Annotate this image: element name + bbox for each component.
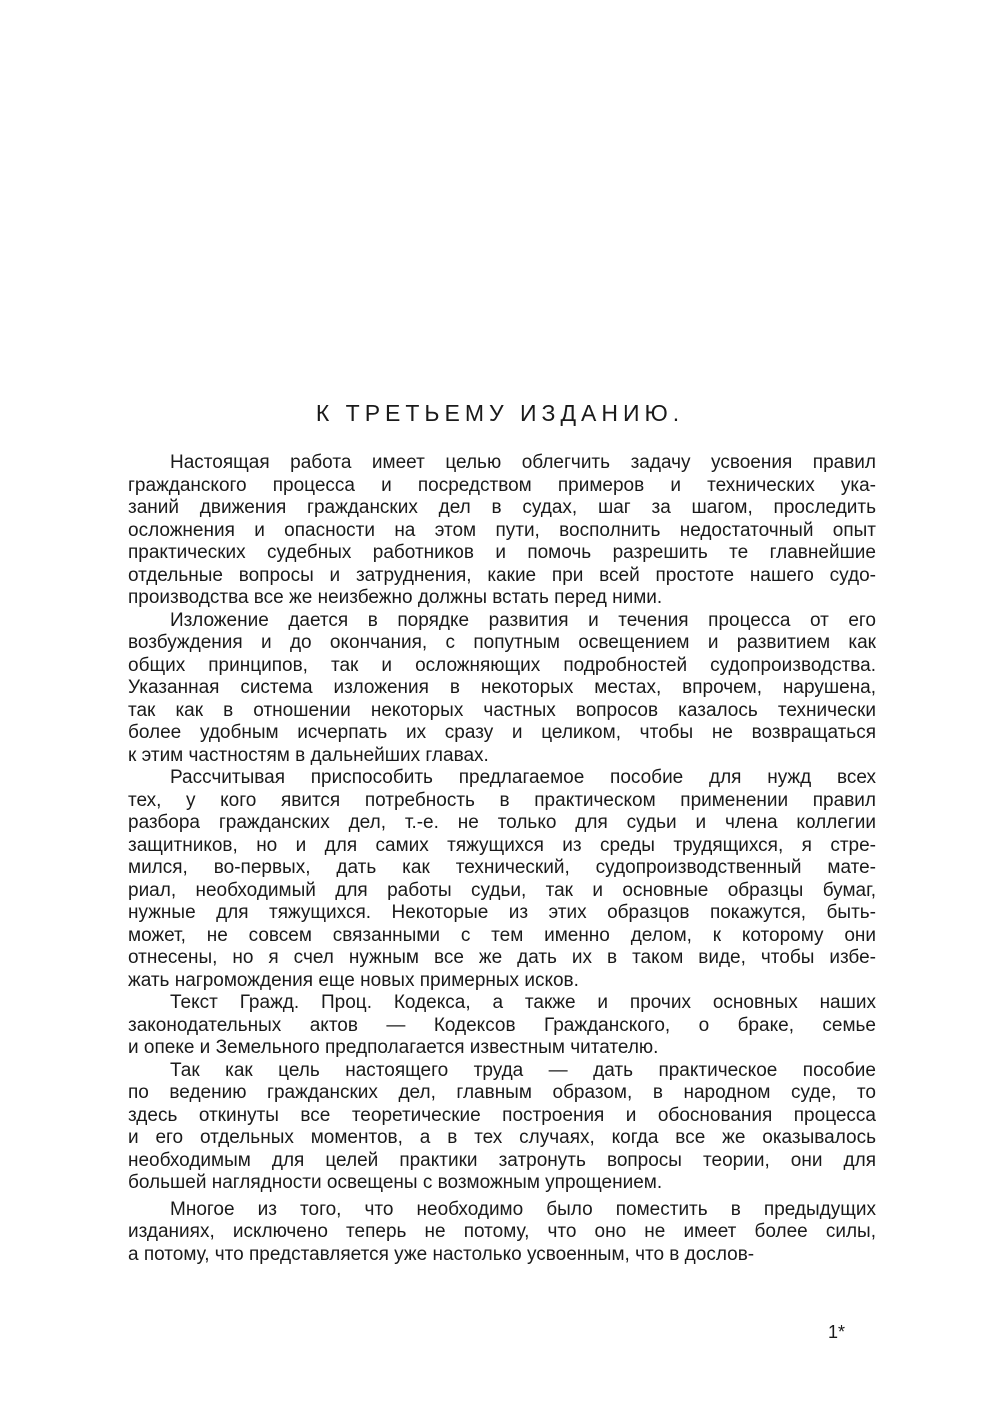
- text-line: законодательных актов — Кодексов Гражданского, о браке, семье: [128, 1014, 876, 1036]
- text-line: к этим частностям в дальнейших главах.: [128, 744, 489, 766]
- page-heading: К ТРЕТЬЕМУ ИЗДАНИЮ.: [315, 400, 685, 426]
- text-line: изданиях, исключено теперь не потому, что оно не имеет более силы,: [128, 1221, 876, 1242]
- text-line: Рассчитывая приспособить предлагаемое пособие для нужд всех: [170, 767, 876, 788]
- paragraph: [128, 992, 876, 1060]
- paragraph: [128, 452, 876, 610]
- text-line: защитников, но и для самих тяжущихся из среды трудящихся, я стре-: [128, 834, 876, 856]
- text-line: риал, необходимый для работы судьи, так и основные образцы бумаг,: [128, 879, 876, 901]
- text-line: а потому, что представляется уже настолько усвоенным, что в дослов-: [128, 1243, 755, 1265]
- text-line: большей наглядности освещены с возможным упрощением.: [128, 1172, 663, 1193]
- text-line: гражданского процесса и посредством примеров и технических ука-: [128, 474, 876, 496]
- text-line: Так как цель настоящего труда — дать практическое пособие: [170, 1059, 876, 1081]
- text-line: разбора гражданских дел, т.-е. не только для судьи и члена коллегии: [128, 812, 876, 833]
- text-line: жать нагромождения еще новых примерных исков.: [128, 969, 579, 991]
- text-line: и его отдельных моментов, а в тех случаях, когда все же оказывалось: [128, 1127, 876, 1148]
- body-text: [128, 452, 876, 1266]
- text-line: осложнения и опасности на этом пути, восполнить недостаточный опыт: [128, 519, 876, 541]
- text-line: Изложение дается в порядке развития и течения процесса от его: [170, 609, 876, 631]
- text-line: Многое из того, что необходимо было поместить в предыдущих: [170, 1198, 876, 1220]
- text-line: может, не совсем связанными с тем именно делом, к которому они: [128, 924, 876, 946]
- text-line: заний движения гражданских дел в судах, шаг за шагом, проследить: [128, 497, 876, 518]
- text-line: здесь откинуты все теоретические построения и обоснования процесса: [128, 1104, 876, 1126]
- text-line: и опеке и Земельного предполагается известным читателю.: [128, 1037, 659, 1058]
- text-line: Текст Гражд. Проц. Кодекса, а также и прочих основных наших: [170, 992, 876, 1013]
- text-line: общих принципов, так и осложняющих подробностей судопроизводства.: [128, 654, 876, 676]
- paragraph: [128, 1060, 876, 1195]
- text-line: отнесены, но я счел нужным все же дать их в таком виде, чтобы избе-: [128, 947, 876, 968]
- text-line: необходимым для целей практики затронуть вопросы теории, они для: [128, 1149, 876, 1171]
- text-line: нужные для тяжущихся. Некоторые из этих образцов покажутся, быть-: [128, 902, 876, 923]
- text-line: производства все же неизбежно должны встать перед ними.: [128, 587, 663, 608]
- text-line: Настоящая работа имеет целью облегчить задачу усвоения правил: [170, 452, 876, 473]
- text-line: по ведению гражданских дел, главным образом, в народном суде, то: [128, 1082, 876, 1103]
- paragraph: [128, 610, 876, 768]
- text-line: возбуждения и до окончания, с попутным освещением и развитием как: [128, 632, 876, 653]
- text-line: Указанная система изложения в некоторых местах, впрочем, нарушена,: [128, 677, 876, 698]
- text-line: практических судебных работников и помочь разрешить те главнейшие: [128, 542, 876, 563]
- text-line: мился, во-первых, дать как технический, судопроизводственный мате-: [128, 857, 876, 878]
- text-line: отдельные вопросы и затруднения, какие при всей простоте нашего судо-: [128, 564, 876, 586]
- text-line: тех, у кого явится потребность в практическом применении правил: [128, 789, 876, 811]
- paragraph: [128, 1199, 876, 1267]
- page-number: 1*: [828, 1322, 846, 1342]
- text-line: так как в отношении некоторых частных вопросов казалось технически: [128, 699, 876, 721]
- paragraph: [128, 767, 876, 992]
- text-line: более удобным исчерпать их сразу и целиком, чтобы не возвращаться: [128, 722, 876, 743]
